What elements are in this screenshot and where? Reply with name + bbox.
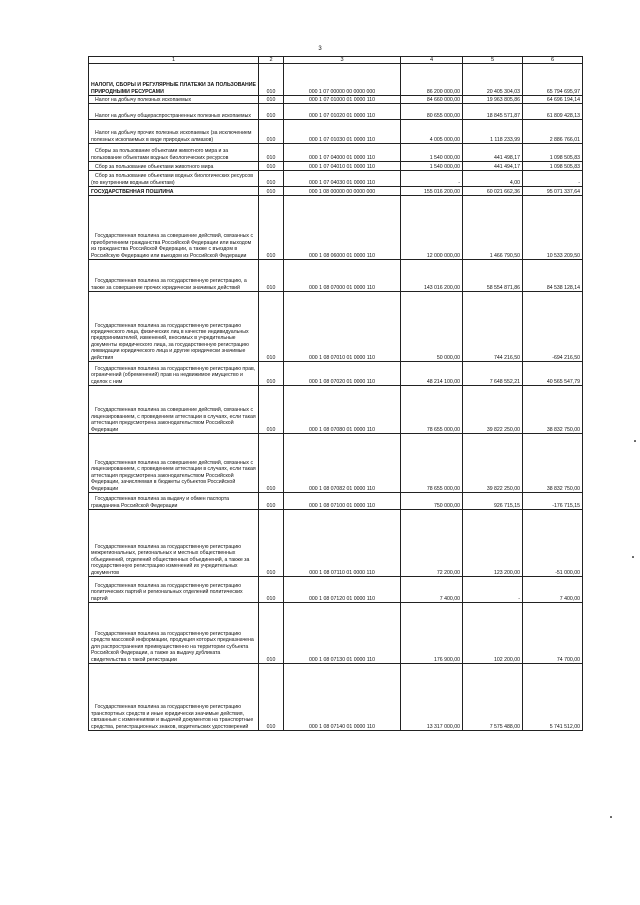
row-line-code: 010 — [259, 434, 284, 493]
row-approved-amount: 7 400,00 — [401, 577, 463, 603]
row-remaining-amount: 5 741 512,00 — [523, 664, 583, 731]
row-classification-code: 000 1 08 07000 01 0000 110 — [284, 260, 401, 292]
row-executed-amount: 4,00 — [463, 171, 523, 187]
row-line-code: 010 — [259, 260, 284, 292]
page-number: 3 — [318, 46, 322, 52]
row-approved-amount: 1 540 000,00 — [401, 162, 463, 171]
row-classification-code: 000 1 08 07082 01 0000 110 — [284, 434, 401, 493]
row-line-code: 010 — [259, 120, 284, 144]
column-header: 6 — [523, 57, 583, 64]
row-remaining-amount: 64 696 194,14 — [523, 96, 583, 104]
table-row — [89, 493, 583, 510]
row-line-code: 010 — [259, 162, 284, 171]
row-executed-amount: 441 494,17 — [463, 162, 523, 171]
row-classification-code: 000 1 08 07100 01 0000 110 — [284, 493, 401, 510]
row-executed-amount: 19 963 805,86 — [463, 96, 523, 104]
table-row — [89, 187, 583, 196]
table-row — [89, 434, 583, 493]
row-remaining-amount: 74 700,00 — [523, 603, 583, 664]
row-classification-code: 000 1 07 04030 01 0000 110 — [284, 171, 401, 187]
column-header: 1 — [89, 57, 259, 64]
row-remaining-amount: 1 098 505,83 — [523, 162, 583, 171]
row-name: Сбор за пользование объектами животного мира — [89, 162, 259, 171]
row-executed-amount: 1 118 233,99 — [463, 120, 523, 144]
row-line-code: 010 — [259, 386, 284, 434]
row-line-code: 010 — [259, 196, 284, 260]
row-classification-code: 000 1 08 07120 01 0000 110 — [284, 577, 401, 603]
row-executed-amount: 123 200,00 — [463, 510, 523, 577]
row-name: НАЛОГИ, СБОРЫ И РЕГУЛЯРНЫЕ ПЛАТЕЖИ ЗА ПОЛЬЗОВАНИЕ ПРИРОДНЫМИ РЕСУРСАМИ — [89, 64, 259, 96]
row-classification-code: 000 1 07 04010 01 0000 110 — [284, 162, 401, 171]
row-remaining-amount: 95 071 337,64 — [523, 187, 583, 196]
row-name: Налог на добычу полезных ископаемых — [89, 96, 259, 104]
table-row — [89, 64, 583, 96]
row-executed-amount: 441 498,17 — [463, 144, 523, 162]
row-name: Государственная пошлина за государственную регистрацию прав, ограничений (обременений) прав на недвижимое имущество и сделок с ним — [89, 362, 259, 386]
row-remaining-amount: 84 538 128,14 — [523, 260, 583, 292]
row-remaining-amount: 38 832 750,00 — [523, 386, 583, 434]
row-line-code: 010 — [259, 603, 284, 664]
row-remaining-amount: -176 715,15 — [523, 493, 583, 510]
row-classification-code: 000 1 08 07080 01 0000 110 — [284, 386, 401, 434]
row-approved-amount: 78 655 000,00 — [401, 386, 463, 434]
row-line-code: 010 — [259, 96, 284, 104]
row-executed-amount: 39 822 250,00 — [463, 434, 523, 493]
row-classification-code: 000 1 08 06000 01 0000 110 — [284, 196, 401, 260]
row-executed-amount: 60 021 662,36 — [463, 187, 523, 196]
row-classification-code: 000 1 07 01000 01 0000 110 — [284, 96, 401, 104]
column-header: 5 — [463, 57, 523, 64]
column-header: 2 — [259, 57, 284, 64]
scan-speck — [632, 556, 634, 558]
row-classification-code: 000 1 08 00000 00 0000 000 — [284, 187, 401, 196]
row-line-code: 010 — [259, 493, 284, 510]
table-row — [89, 162, 583, 171]
row-classification-code: 000 1 08 07020 01 0000 110 — [284, 362, 401, 386]
row-approved-amount: 78 655 000,00 — [401, 434, 463, 493]
row-approved-amount: 80 655 000,00 — [401, 104, 463, 120]
table-row — [89, 171, 583, 187]
row-approved-amount: 84 660 000,00 — [401, 96, 463, 104]
row-classification-code: 000 1 07 04000 01 0000 110 — [284, 144, 401, 162]
row-remaining-amount: 1 098 505,83 — [523, 144, 583, 162]
row-approved-amount: 4 005 000,00 — [401, 120, 463, 144]
table-row — [89, 577, 583, 603]
row-classification-code: 000 1 08 07110 01 0000 110 — [284, 510, 401, 577]
row-approved-amount: 48 214 100,00 — [401, 362, 463, 386]
row-remaining-amount: 38 832 750,00 — [523, 434, 583, 493]
row-line-code: 010 — [259, 64, 284, 96]
row-classification-code: 000 1 07 00000 00 0000 000 — [284, 64, 401, 96]
row-name: Государственная пошлина за совершение действий, связанных с лицензированием, с проведением аттестации в случаях, если такая аттестация предусмотрена законодательством Российской Федерации — [89, 386, 259, 434]
row-executed-amount: 744 216,50 — [463, 292, 523, 362]
row-remaining-amount: 40 565 547,79 — [523, 362, 583, 386]
row-line-code: 010 — [259, 664, 284, 731]
row-classification-code: 000 1 08 07010 01 0000 110 — [284, 292, 401, 362]
table-row — [89, 120, 583, 144]
table-row — [89, 144, 583, 162]
row-approved-amount: 750 000,00 — [401, 493, 463, 510]
row-name: Государственная пошлина за государственную регистрацию средств массовой информации, продукция которых предназначена для распространения преимущественно на территории субъекта Российской Федерации, а также за выдачу дубликата свидетельства о такой регистрации — [89, 603, 259, 664]
row-name: Государственная пошлина за государственную регистрацию, а также за совершение прочих юридически значимых действий — [89, 260, 259, 292]
row-executed-amount: 7 648 552,21 — [463, 362, 523, 386]
row-executed-amount: 102 200,00 — [463, 603, 523, 664]
row-approved-amount: 143 016 200,00 — [401, 260, 463, 292]
row-executed-amount: - — [463, 577, 523, 603]
row-name: Государственная пошлина за государственную регистрацию межрегиональных, региональных и местных общественных объединений, отделений общественных объединений, а также за государственную регистрацию изменений их учредительных документов — [89, 510, 259, 577]
row-name: Сбор за пользование объектами водных биологических ресурсов (по внутренним водным объектам) — [89, 171, 259, 187]
table-row — [89, 664, 583, 731]
table-row — [89, 292, 583, 362]
scan-speck — [634, 440, 636, 442]
row-name: Государственная пошлина за государственную регистрацию транспортных средств и иные юридически значимые действия, связанные с изменениями и выдачей документов на транспортные средства, регистрационных знаков, водительских удостоверений — [89, 664, 259, 731]
row-classification-code: 000 1 07 01020 01 0000 110 — [284, 104, 401, 120]
row-line-code: 010 — [259, 292, 284, 362]
column-header: 3 — [284, 57, 401, 64]
row-executed-amount: 39 822 250,00 — [463, 386, 523, 434]
header-row — [89, 57, 583, 64]
row-approved-amount: 50 000,00 — [401, 292, 463, 362]
row-line-code: 010 — [259, 577, 284, 603]
row-line-code: 010 — [259, 510, 284, 577]
row-name: ГОСУДАРСТВЕННАЯ ПОШЛИНА — [89, 187, 259, 196]
row-remaining-amount: 2 886 766,01 — [523, 120, 583, 144]
row-name: Государственная пошлина за выдачу и обмен паспорта гражданина Российской Федерации — [89, 493, 259, 510]
row-classification-code: 000 1 07 01030 01 0000 110 — [284, 120, 401, 144]
row-approved-amount: 12 000 000,00 — [401, 196, 463, 260]
row-name: Государственная пошлина за совершение действий, связанных с приобретением гражданства Российской Федерации или выходом из гражданства Российской Федерации, а также с въездом в Российскую Федерацию или выездом из Российской Федерации — [89, 196, 259, 260]
row-classification-code: 000 1 08 07130 01 0000 110 — [284, 603, 401, 664]
row-approved-amount: 155 016 200,00 — [401, 187, 463, 196]
row-classification-code: 000 1 08 07140 01 0000 110 — [284, 664, 401, 731]
row-approved-amount: - — [401, 171, 463, 187]
row-name: Налог на добычу общераспространенных полезных ископаемых — [89, 104, 259, 120]
table-row — [89, 510, 583, 577]
row-remaining-amount: 65 794 695,97 — [523, 64, 583, 96]
table-row — [89, 603, 583, 664]
row-executed-amount: 58 554 871,86 — [463, 260, 523, 292]
row-remaining-amount: -694 216,50 — [523, 292, 583, 362]
table-row — [89, 362, 583, 386]
row-line-code: 010 — [259, 144, 284, 162]
table-row — [89, 96, 583, 104]
row-executed-amount: 926 715,15 — [463, 493, 523, 510]
row-executed-amount: 1 466 790,50 — [463, 196, 523, 260]
row-name: Государственная пошлина за совершение действий, связанных с лицензированием, с проведением аттестации в случаях, если такая аттестация предусмотрена законодательством Российской Федерации, зачисляемая в бюджеты субъектов Российской Федерации — [89, 434, 259, 493]
row-approved-amount: 176 900,00 — [401, 603, 463, 664]
row-name: Государственная пошлина за государственную регистрацию юридического лица, физических лиц в качестве индивидуальных предпринимателей, изменений, вносимых в учредительные документы юридического лица, за государственную регистрацию ликвидации юридического лица и другие юридически значимые действия — [89, 292, 259, 362]
row-executed-amount: 20 405 304,03 — [463, 64, 523, 96]
row-approved-amount: 13 317 000,00 — [401, 664, 463, 731]
row-remaining-amount: 10 533 209,50 — [523, 196, 583, 260]
table-row — [89, 260, 583, 292]
table-row — [89, 386, 583, 434]
row-line-code: 010 — [259, 362, 284, 386]
row-name: Налог на добычу прочих полезных ископаемых (за исключением полезных ископаемых в виде природных алмазов) — [89, 120, 259, 144]
row-name: Государственная пошлина за государственную регистрацию политических партий и региональных отделений политических партий — [89, 577, 259, 603]
revenue-table — [88, 56, 583, 731]
column-header: 4 — [401, 57, 463, 64]
row-approved-amount: 72 200,00 — [401, 510, 463, 577]
row-remaining-amount: 61 809 428,13 — [523, 104, 583, 120]
row-line-code: 010 — [259, 187, 284, 196]
row-executed-amount: 18 845 571,87 — [463, 104, 523, 120]
row-remaining-amount: -51 000,00 — [523, 510, 583, 577]
row-line-code: 010 — [259, 171, 284, 187]
row-line-code: 010 — [259, 104, 284, 120]
row-approved-amount: 86 200 000,00 — [401, 64, 463, 96]
row-remaining-amount: 7 400,00 — [523, 577, 583, 603]
table-row — [89, 104, 583, 120]
row-name: Сборы за пользование объектами животного мира и за пользование объектами водных биологических ресурсов — [89, 144, 259, 162]
row-remaining-amount: - — [523, 171, 583, 187]
table-row — [89, 196, 583, 260]
row-executed-amount: 7 575 488,00 — [463, 664, 523, 731]
row-approved-amount: 1 540 000,00 — [401, 144, 463, 162]
scan-speck — [610, 816, 612, 818]
